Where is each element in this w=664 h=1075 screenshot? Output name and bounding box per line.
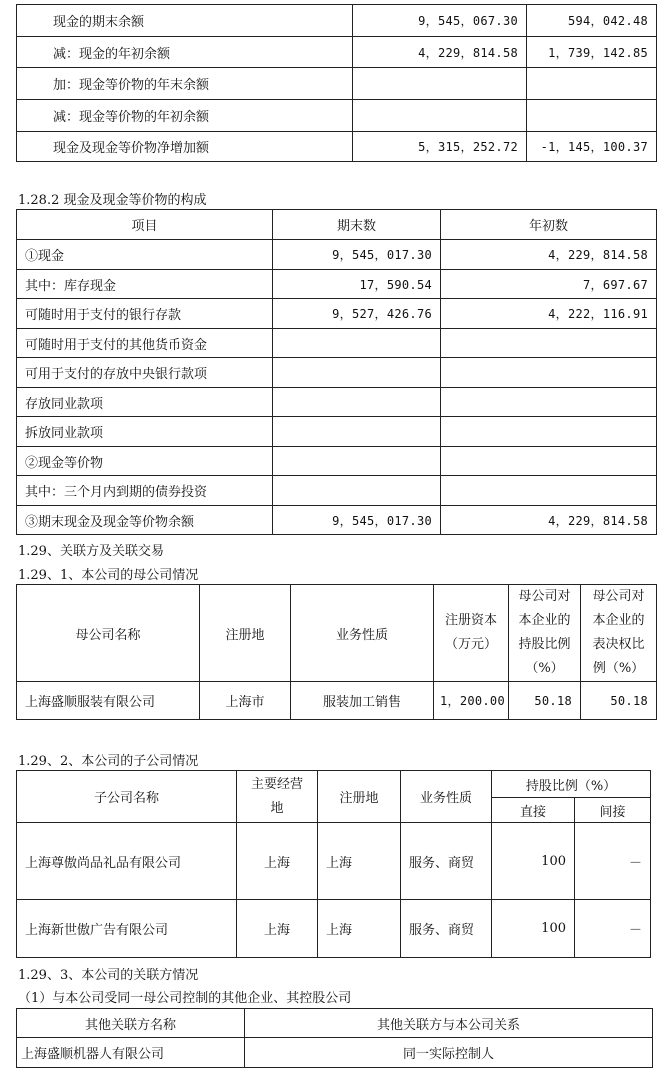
subsidiary-table: [16, 770, 651, 958]
header-direct: 直接: [492, 798, 575, 823]
section-heading-1-29-3: 1.29、3、本公司的关联方情况: [18, 968, 199, 983]
row-label: 加：现金等价物的年末余额: [17, 68, 353, 100]
begin-value: 4，229，814.58: [441, 506, 657, 535]
table-row: [17, 506, 657, 535]
current-value: 4，229，814.58: [353, 37, 527, 68]
parent-business: 服装加工销售: [291, 682, 434, 720]
header-indirect: 间接: [575, 798, 651, 823]
header-sub-name: 子公司名称: [17, 771, 237, 823]
header-main-place-line: 主要经营: [250, 776, 303, 792]
end-value: 9，545，017.30: [273, 240, 441, 270]
row-label: 现金的期末余额: [17, 5, 353, 37]
sub-main-place: 上海: [237, 823, 318, 900]
begin-value: 4，222，116.91: [441, 299, 657, 329]
header-voting-line: 母公司对: [592, 589, 645, 604]
table-row: [17, 476, 657, 506]
parent-reg-place: 上海市: [200, 682, 291, 720]
end-value: 9，527，426.76: [273, 299, 441, 329]
header-begin: 年初数: [441, 210, 657, 240]
begin-value: 4，229，814.58: [441, 240, 657, 270]
table-row: [17, 5, 657, 37]
table-row: [17, 329, 657, 358]
header-holding-line: 母公司对: [518, 589, 571, 604]
sub-reg: 上海: [318, 823, 401, 900]
begin-value: [441, 417, 657, 447]
table-row: [17, 1038, 653, 1068]
header-sub-biz: 业务性质: [401, 771, 492, 823]
prior-value: -1，145，100.37: [527, 132, 657, 162]
end-value: [273, 447, 441, 476]
row-label: 可用于支付的存放中央银行款项: [17, 358, 273, 388]
begin-value: [441, 476, 657, 506]
row-label: 拆放同业款项: [17, 417, 273, 447]
prior-value: 594，042.48: [527, 5, 657, 37]
header-item: 项目: [17, 210, 273, 240]
sub-name: 上海新世傲广告有限公司: [17, 900, 237, 958]
row-label: 减：现金等价物的年初余额: [17, 100, 353, 132]
table-row: [17, 388, 657, 417]
current-value: 5，315，252.72: [353, 132, 527, 162]
table-row: [17, 100, 657, 132]
row-label: 其中：三个月内到期的债券投资: [17, 476, 273, 506]
table-row: [17, 132, 657, 162]
row-label: ③期末现金及现金等价物余额: [17, 506, 273, 535]
sub-name: 上海尊傲尚品礼品有限公司: [17, 823, 237, 900]
table-row: [17, 447, 657, 476]
begin-value: [441, 329, 657, 358]
parent-voting: 50.18: [581, 682, 657, 720]
row-label: 可随时用于支付的银行存款: [17, 299, 273, 329]
row-label: 可随时用于支付的其他货币资金: [17, 329, 273, 358]
row-label: ①现金: [17, 240, 273, 270]
begin-value: [441, 447, 657, 476]
header-holding-line: 本企业的: [518, 613, 571, 628]
section-heading-1-29: 1.29、关联方及关联交易: [18, 544, 164, 559]
table-row: [17, 37, 657, 68]
header-parent-name: 母公司名称: [17, 585, 200, 682]
row-label: 减：现金的年初余额: [17, 37, 353, 68]
header-end: 期末数: [273, 210, 441, 240]
begin-value: [441, 388, 657, 417]
sub-biz: 服务、商贸: [401, 823, 492, 900]
begin-value: 7，697.67: [441, 270, 657, 299]
parent-name: 上海盛顺服装有限公司: [17, 682, 200, 720]
current-value: [353, 100, 527, 132]
current-value: 9，545，067.30: [353, 5, 527, 37]
table-row: [17, 900, 651, 958]
sub-indirect: －: [575, 823, 651, 900]
header-relation: 其他关联方与本公司关系: [245, 1009, 653, 1038]
header-main-place-line: 地: [270, 800, 284, 816]
header-main-place: [237, 771, 318, 823]
table-header-row: [17, 210, 657, 240]
header-voting-line: 例（%）: [592, 661, 645, 676]
begin-value: [441, 358, 657, 388]
related-party-table: [16, 1008, 653, 1068]
header-capital-line: 注册资本: [444, 613, 497, 628]
header-voting-line: 表决权比: [592, 637, 645, 652]
header-reg-place: 注册地: [200, 585, 291, 682]
table-row: [17, 682, 657, 720]
section-subheading-1: （1）与本公司受同一母公司控制的其他企业、其控股公司: [18, 991, 352, 1006]
row-label: 存放同业款项: [17, 388, 273, 417]
header-holding: 持股比例（%）: [492, 771, 651, 798]
end-value: 17，590.54: [273, 270, 441, 299]
end-value: [273, 388, 441, 417]
end-value: [273, 417, 441, 447]
table-row: [17, 417, 657, 447]
row-label: ②现金等价物: [17, 447, 273, 476]
header-holding-line: 持股比例: [518, 637, 571, 652]
table-header-row: [17, 585, 657, 682]
table-row: [17, 299, 657, 329]
parent-capital: 1，200.00: [434, 682, 509, 720]
sub-direct: 100: [492, 823, 575, 900]
parent-holding: 50.18: [509, 682, 581, 720]
cash-change-table: [16, 4, 657, 162]
current-value: [353, 68, 527, 100]
header-holding-ratio: [509, 585, 581, 682]
header-capital-line: （万元）: [444, 637, 497, 652]
related-name: 上海盛顺机器人有限公司: [17, 1038, 245, 1068]
header-voting-line: 本企业的: [592, 613, 645, 628]
table-row: [17, 270, 657, 299]
sub-reg: 上海: [318, 900, 401, 958]
relation: 同一实际控制人: [245, 1038, 653, 1068]
end-value: 9，545，017.30: [273, 506, 441, 535]
section-heading-1-29-1: 1.29、1、本公司的母公司情况: [18, 568, 199, 583]
table-row: [17, 68, 657, 100]
prior-value: [527, 100, 657, 132]
end-value: [273, 358, 441, 388]
end-value: [273, 476, 441, 506]
end-value: [273, 329, 441, 358]
prior-value: 1，739，142.85: [527, 37, 657, 68]
table-row: [17, 823, 651, 900]
table-row: [17, 358, 657, 388]
header-holding-line: （%）: [525, 661, 564, 676]
sub-main-place: 上海: [237, 900, 318, 958]
row-label: 现金及现金等价物净增加额: [17, 132, 353, 162]
table-header-row: [17, 771, 651, 798]
table-header-row: [17, 1009, 653, 1038]
sub-indirect: －: [575, 900, 651, 958]
table-row: [17, 240, 657, 270]
section-heading-1-28-2: 1.28.2 现金及现金等价物的构成: [18, 193, 207, 208]
sub-direct: 100: [492, 900, 575, 958]
parent-company-table: [16, 584, 657, 720]
section-heading-1-29-2: 1.29、2、本公司的子公司情况: [18, 754, 199, 769]
header-related-name: 其他关联方名称: [17, 1009, 245, 1038]
row-label: 其中：库存现金: [17, 270, 273, 299]
header-sub-reg: 注册地: [318, 771, 401, 823]
header-capital: [434, 585, 509, 682]
header-business: 业务性质: [291, 585, 434, 682]
header-voting-ratio: [581, 585, 657, 682]
sub-biz: 服务、商贸: [401, 900, 492, 958]
cash-composition-table: [16, 209, 657, 535]
prior-value: [527, 68, 657, 100]
